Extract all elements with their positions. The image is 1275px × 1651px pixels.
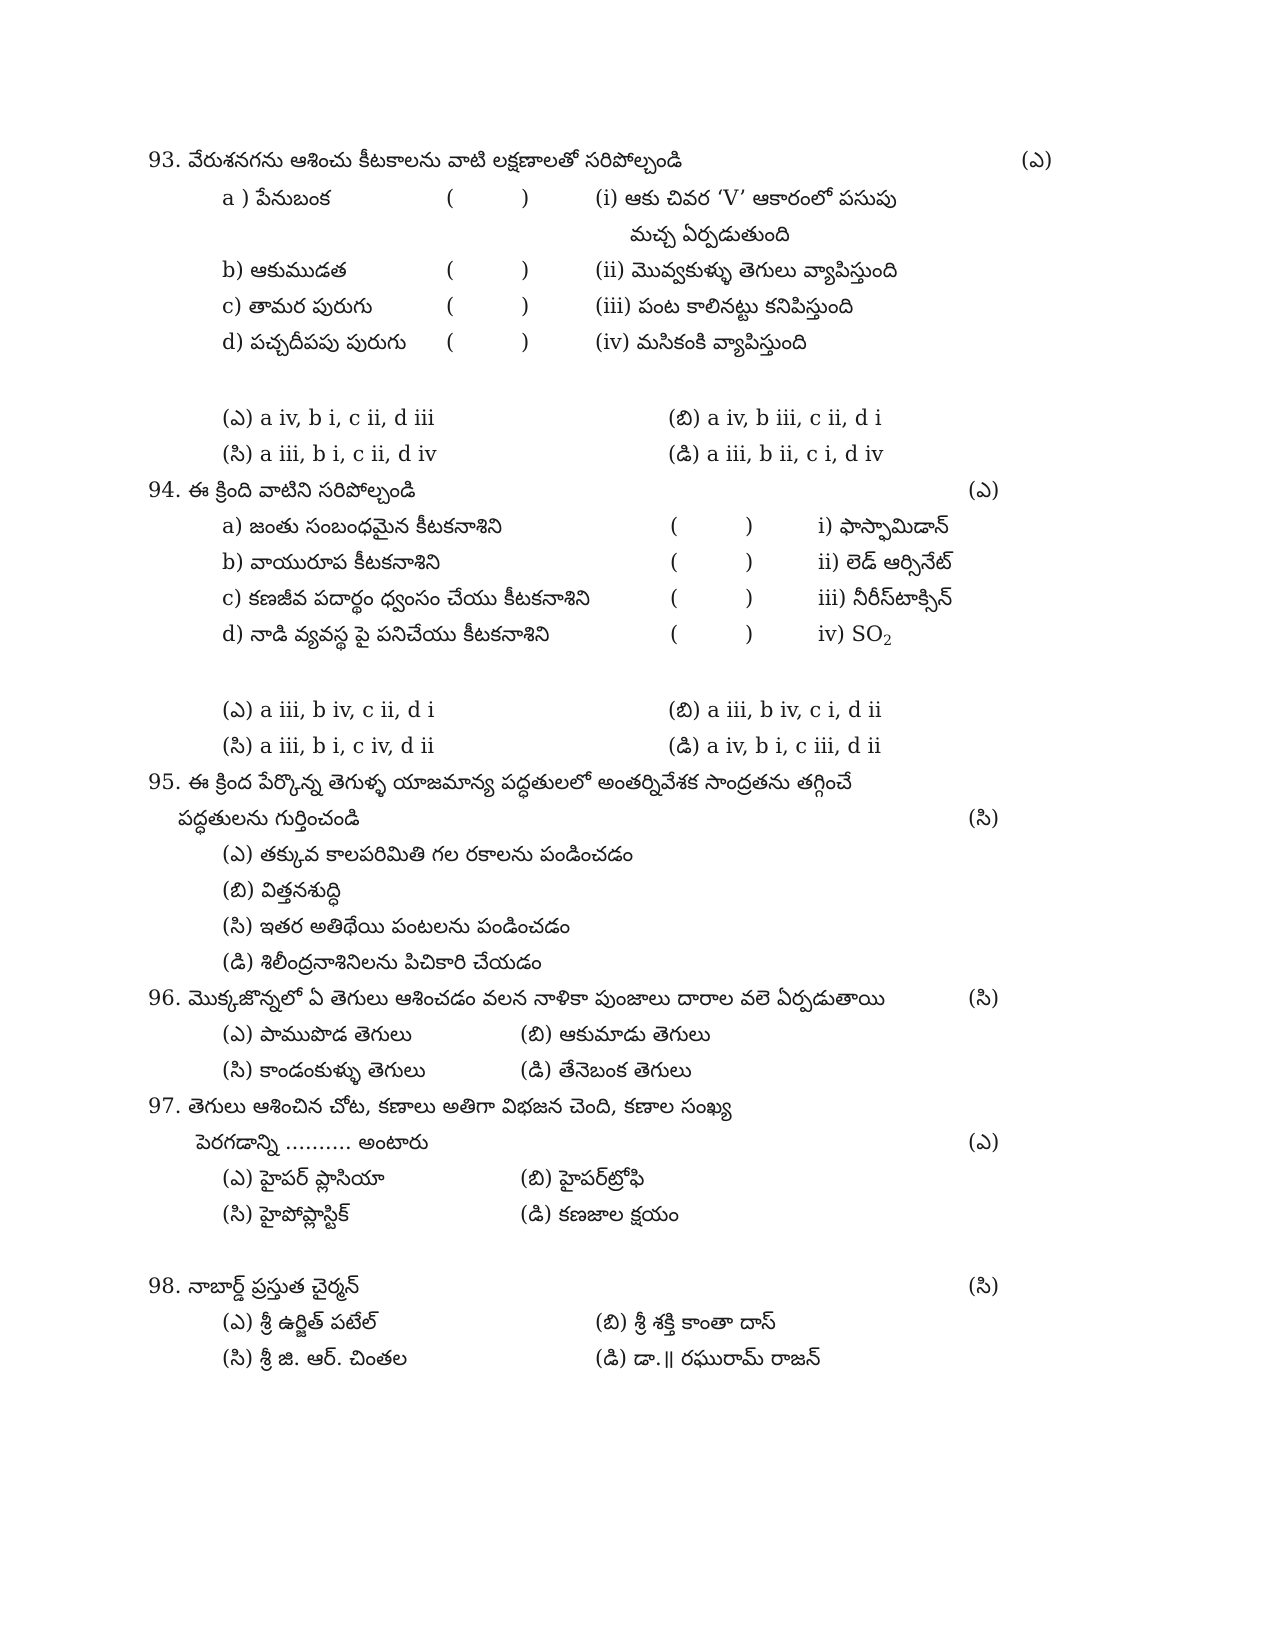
q95-option-c: (సి) ఇతర అతిథేయి పంటలను పండించడం	[222, 914, 571, 938]
q93-option-c: (సి) a iii, b i, c ii, d iv	[222, 442, 437, 466]
q93-row-d-left: d) పచ్చదీపపు పురుగు	[222, 330, 407, 354]
so2-formula: iv) SO	[818, 622, 884, 646]
q93-row-c-right: (iii) పంట కాలినట్టు కనిపిస్తుంది	[595, 294, 854, 318]
q93-question: 93. వేరుశనగను ఆశించు కీటకాలను వాటి లక్షణాలతో సరిపోల్చండి	[148, 148, 683, 172]
q97-option-b: (బి) హైపర్‌ట్రోఫి	[520, 1166, 645, 1190]
q98-option-c: (సి) శ్రీ జి. ఆర్. చింతల	[222, 1346, 408, 1370]
q94-option-c: (సి) a iii, b i, c iv, d ii	[222, 734, 435, 758]
q94-row-d-blank: ( )	[670, 622, 754, 646]
q95-option-a: (ఎ) తక్కువ కాలపరిమితి గల రకాలను పండించడం	[222, 842, 634, 866]
q95-question-line2: పద్ధతులను గుర్తించండి	[178, 806, 360, 830]
q95-question-line1: 95. ఈ క్రింద పేర్కొన్న తెగుళ్ళ యాజమాన్య పద్ధతులలో అంతర్నివేశక సాంద్రతను తగ్గించే	[148, 770, 852, 794]
q93-option-b: (బి) a iv, b iii, c ii, d i	[668, 406, 882, 430]
q94-row-c-right: iii) నీరీస్‌టాక్సిన్	[818, 586, 953, 610]
q94-row-c-blank: ( )	[670, 586, 754, 610]
q96-option-d: (డి) తేనెబంక తెగులు	[520, 1058, 692, 1082]
q94-row-c-left: c) కణజీవ పదార్థం ధ్వంసం చేయు కీటకనాశిని	[222, 586, 591, 610]
q96-question: 96. మొక్కజొన్నలో ఏ తెగులు ఆశించడం వలన నాళికా పుంజాలు దారాల వలె ఏర్పడుతాయి	[148, 986, 886, 1010]
q94-row-b-blank: ( )	[670, 550, 754, 574]
q94-row-d-left: d) నాడి వ్యవస్థ పై పనిచేయు కీటకనాశిని	[222, 622, 550, 646]
q93-answer: (ఎ)	[1021, 148, 1053, 172]
q94-answer: (ఎ)	[968, 478, 1000, 502]
q93-row-b-blank: ( )	[446, 258, 530, 282]
q93-row-a-right-cont: మచ్చ ఏర్పడుతుంది	[630, 222, 790, 246]
q93-row-c-left: c) తామర పురుగు	[222, 294, 373, 318]
q97-option-c: (సి) హైపోప్లాస్టిక్	[222, 1202, 349, 1226]
q93-row-a-left: a ) పేనుబంక	[222, 186, 331, 210]
q93-row-d-blank: ( )	[446, 330, 530, 354]
q94-row-d-right	[818, 620, 892, 648]
q94-option-b: (బి) a iii, b iv, c i, d ii	[668, 698, 882, 722]
q94-row-a-blank: ( )	[670, 514, 754, 538]
q93-row-c-blank: ( )	[446, 294, 530, 318]
q94-question: 94. ఈ క్రింది వాటిని సరిపోల్చండి	[148, 478, 416, 502]
q95-answer: (సి)	[968, 806, 1000, 830]
q97-option-d: (డి) కణజాల క్షయం	[520, 1202, 680, 1226]
q93-option-a: (ఎ) a iv, b i, c ii, d iii	[222, 406, 435, 430]
q94-option-a: (ఎ) a iii, b iv, c ii, d i	[222, 698, 435, 722]
q94-row-b-left: b) వాయురూప కీటకనాశిని	[222, 550, 441, 574]
q93-row-b-left: b) ఆకుముడత	[222, 258, 347, 282]
so2-subscript: 2	[883, 633, 892, 649]
q98-question: 98. నాబార్డ్ ప్రస్తుత చైర్మన్	[148, 1274, 360, 1298]
q97-answer: (ఎ)	[968, 1130, 1000, 1154]
q97-question-line2: పెరగడాన్ని .......... అంటారు	[196, 1130, 429, 1154]
q96-answer: (సి)	[968, 986, 1000, 1010]
q94-row-a-right: i) ఫాస్ఫామిడాన్	[818, 514, 949, 538]
q93-row-b-right: (ii) మొవ్వకుళ్ళు తెగులు వ్యాపిస్తుంది	[595, 258, 898, 282]
q94-row-b-right: ii) లెడ్ ఆర్సినేట్	[818, 550, 952, 574]
q94-option-d: (డి) a iv, b i, c iii, d ii	[668, 734, 881, 758]
q96-option-a: (ఎ) పాముపొడ తెగులు	[222, 1022, 413, 1046]
q98-option-a: (ఎ) శ్రీ ఉర్జిత్ పటేల్	[222, 1310, 377, 1334]
q98-option-d: (డి) డా.॥ రఘురామ్ రాజన్	[595, 1346, 821, 1370]
q96-option-c: (సి) కాండంకుళ్ళు తెగులు	[222, 1058, 426, 1082]
q93-row-a-right: (i) ఆకు చివర ‘V’ ఆకారంలో పసుపు	[595, 186, 897, 210]
q95-option-b: (బి) విత్తనశుద్ధి	[222, 878, 341, 902]
q97-option-a: (ఎ) హైపర్ ప్లాసియా	[222, 1166, 385, 1190]
q93-option-d: (డి) a iii, b ii, c i, d iv	[668, 442, 884, 466]
q95-option-d: (డి) శిలీంద్రనాశినిలను పిచికారి చేయడం	[222, 950, 542, 974]
q98-answer: (సి)	[968, 1274, 1000, 1298]
q94-row-a-left: a) జంతు సంబంధమైన కీటకనాశిని	[222, 514, 503, 538]
q97-question-line1: 97. తెగులు ఆశించిన చోట, కణాలు అతిగా విభజన చెంది, కణాల సంఖ్య	[148, 1094, 732, 1118]
q98-option-b: (బి) శ్రీ శక్తి కాంతా దాస్	[595, 1310, 776, 1334]
q93-row-d-right: (iv) మసికంకి వ్యాపిస్తుంది	[595, 330, 807, 354]
q96-option-b: (బి) ఆకుమాడు తెగులు	[520, 1022, 711, 1046]
q93-row-a-blank: ( )	[446, 186, 530, 210]
